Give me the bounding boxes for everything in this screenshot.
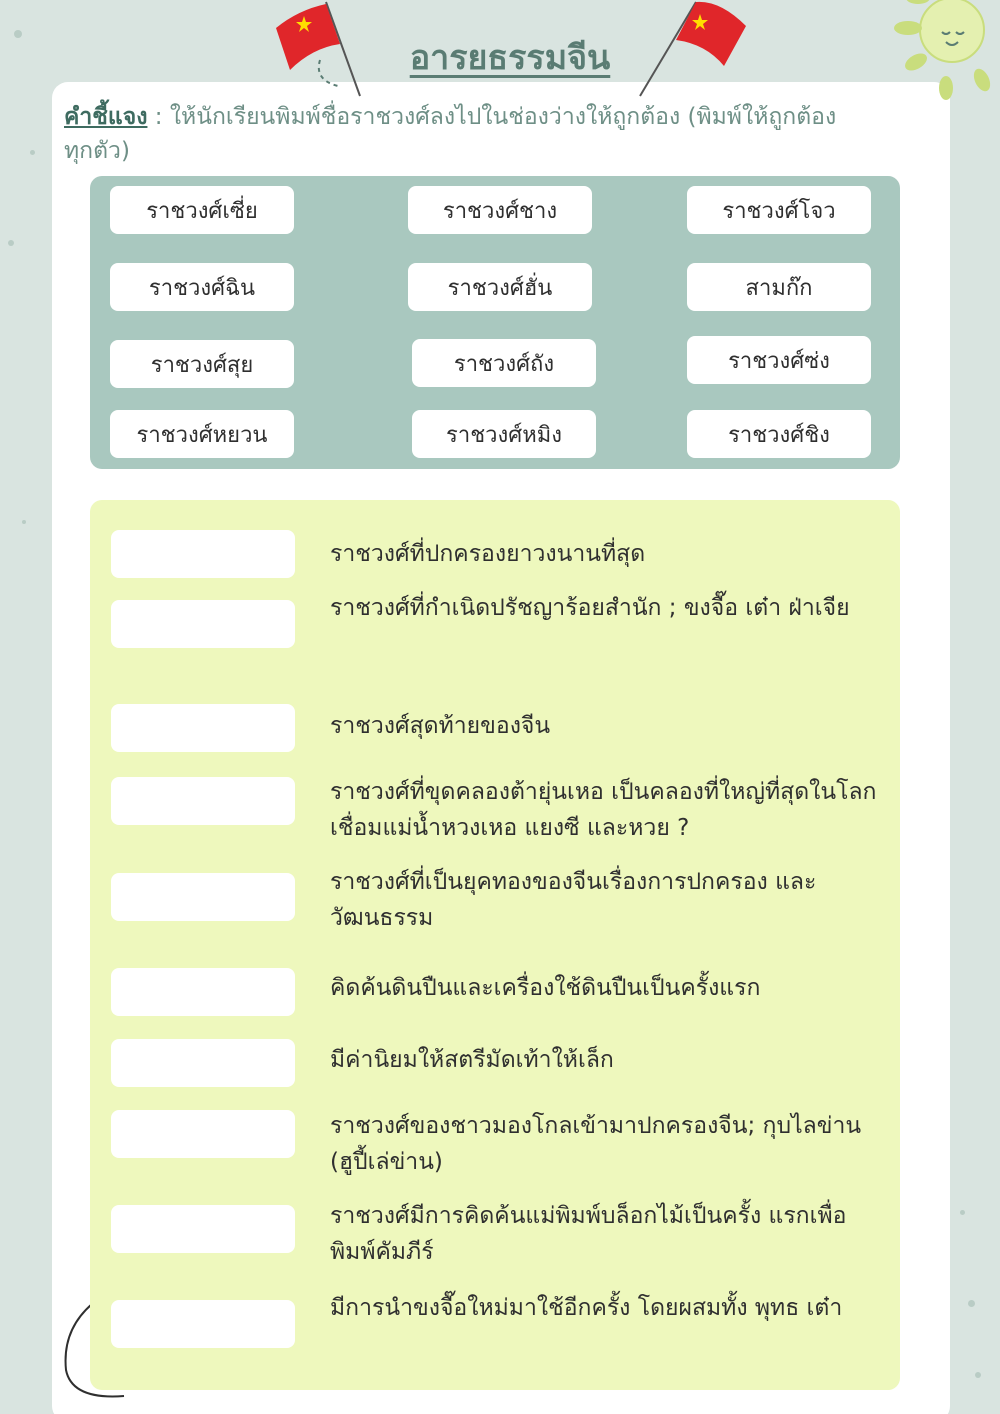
question-text: ราชวงศ์ที่ขุดคลองต้ายุ่นเหอ เป็นคลองที่ใหญ่ที่สุดในโลกเชื่อมแม่น้ำหวงเหอ แยงซี และหวย ? [330,779,877,841]
answer-input[interactable] [111,1205,295,1253]
word-chip[interactable]: ราชวงศ์ชาง [408,186,592,234]
question-text: ราชวงศ์ของชาวมองโกลเข้ามาปกครองจีน; กุบไลข่าน (ฮูปี้เล่ข่าน) [330,1113,862,1175]
splatter-dot [22,520,26,524]
word-chip[interactable]: ราชวงศ์ฉิน [110,263,294,311]
question-text: ราชวงศ์สุดท้ายของจีน [330,713,551,739]
splatter-dot [968,1300,975,1307]
question-text: คิดค้นดินปืนและเครื่องใช้ดินปืนเป็นครั้งแรก [330,975,761,1001]
answer-input[interactable] [111,1039,295,1087]
question-text: ราชวงศ์ที่กำเนิดปรัชญาร้อยสำนัก ; ขงจื๊อ เต๋า ฝ่าเจีย [330,595,850,621]
sun-icon [870,0,1000,108]
instruction-label: คำชี้แจง [64,104,148,130]
word-chip[interactable]: ราชวงศ์หมิง [412,410,596,458]
instruction-text: : ให้นักเรียนพิมพ์ชื่อราชวงศ์ลงไปในช่องว่างให้ถูกต้อง (พิมพ์ให้ถูกต้องทุกตัว) [64,104,837,164]
word-chip[interactable]: ราชวงศ์หยวน [110,410,294,458]
word-chip[interactable]: ราชวงศ์โจว [687,186,871,234]
answer-input[interactable] [111,704,295,752]
word-chip[interactable]: ราชวงศ์ฮั่น [408,263,592,311]
answer-input[interactable] [111,1300,295,1348]
question-text: มีค่านิยมให้สตรีมัดเท้าให้เล็ก [330,1047,614,1073]
question-text: มีการนำขงจื๊อใหม่มาใช้อีกครั้ง โดยผสมทั้ง พุทธ เต๋า [330,1295,843,1321]
answer-input[interactable] [111,600,295,648]
question-text: ราชวงศ์มีการคิดค้นแม่พิมพ์บล็อกไม้เป็นครั้ง แรกเพื่อพิมพ์คัมภีร์ [330,1203,847,1265]
splatter-dot [30,150,35,155]
instructions [64,100,844,168]
question-text: ราชวงศ์ที่ปกครองยาวงนานที่สุด [330,541,646,567]
splatter-dot [975,1372,981,1378]
answer-input[interactable] [111,1110,295,1158]
answer-input[interactable] [111,777,295,825]
answer-input[interactable] [111,530,295,578]
splatter-dot [14,30,22,38]
question-text: ราชวงศ์ที่เป็นยุคทองของจีนเรื่องการปกครอง และวัฒนธรรม [330,869,817,931]
page-title: อารยธรรมจีน [409,38,611,78]
splatter-dot [8,240,14,246]
answer-input[interactable] [111,968,295,1016]
word-chip[interactable]: ราชวงศ์ชิง [687,410,871,458]
answer-input[interactable] [111,873,295,921]
splatter-dot [960,1210,965,1215]
word-chip[interactable]: ราชวงศ์ซ่ง [687,336,871,384]
word-chip[interactable]: ราชวงศ์ถัง [412,339,596,387]
quiz-panel [90,500,900,1390]
word-chip[interactable]: สามก๊ก [687,263,871,311]
word-bank-panel [90,176,900,469]
word-chip[interactable]: ราชวงศ์เซี่ย [110,186,294,234]
word-chip[interactable]: ราชวงศ์สุย [110,340,294,388]
